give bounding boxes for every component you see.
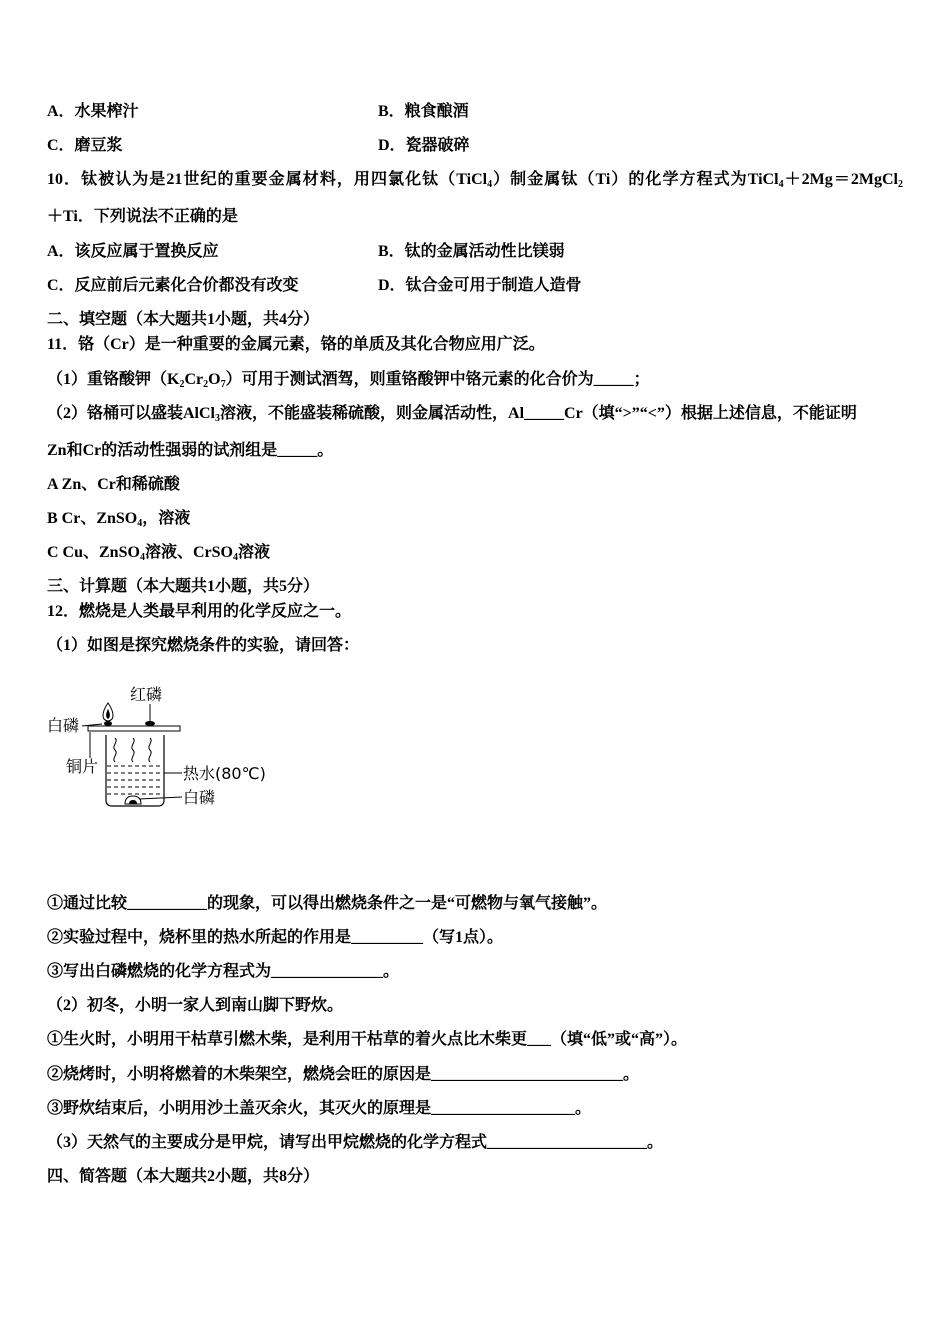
steam-line: [149, 738, 151, 762]
section-heading-fill-in: 二、填空题（本大题共1小题，共4分）: [47, 311, 320, 328]
q11-subscript: 2: [203, 379, 209, 390]
q11-option-b-text: ，溶液: [142, 510, 191, 527]
label-copper-sheet: 铜片: [66, 757, 99, 776]
q11-option-b-text: B Cr、ZnSO: [47, 510, 138, 527]
q11-part1-text: ）可用于测试酒驾，则重铬酸钾中铬元素的化合价为_____；: [225, 371, 650, 388]
q11-part1-text: Cr: [184, 371, 204, 388]
q12-part1-item-3: ③写出白磷燃烧的化学方程式为______________。: [47, 963, 400, 980]
q9-option-a: A．水果榨汁: [47, 103, 139, 120]
label-red-phosphorus: 红磷: [130, 685, 163, 704]
q11-stem: 11．铬（Cr）是一种重要的金属元素，铬的单质及其化合物应用广泛。: [47, 336, 545, 353]
q12-stem: 12．燃烧是人类最早利用的化学反应之一。: [47, 603, 352, 620]
q10-stem-text: 10．钛被认为是21世纪的重要金属材料，用四氯化钛（TiCl: [47, 171, 488, 188]
q10-option-c: C．反应前后元素化合价都没有改变: [47, 277, 299, 294]
q9-option-c: C．磨豆浆: [47, 137, 123, 154]
q12-part1-item-2: ②实验过程中，烧杯里的热水所起的作用是_________（写1点）。: [47, 929, 504, 946]
leader-white-phosphorus-water: [139, 797, 182, 799]
q11-subscript: 4: [232, 552, 238, 563]
q11-option-c-text: 溶液、CrSO: [144, 544, 233, 561]
q11-part2-text: （2）铬桶可以盛装AlCl: [47, 405, 216, 422]
q10-subscript: 2: [897, 179, 903, 190]
q10-subscript: 4: [778, 179, 784, 190]
label-white-phosphorus-top: 白磷: [47, 716, 80, 735]
q11-part2-text: 溶液，不能盛装稀硫酸，则金属活动性，Al_____Cr（填“>”“<”）根据上述信息，不能证明: [220, 405, 857, 422]
white-phosphorus-on-sheet: [104, 721, 112, 726]
q11-part1: [47, 369, 650, 391]
q12-part1-intro: （1）如图是探究燃烧条件的实验，请回答：: [47, 637, 360, 654]
q12-part3: （3）天然气的主要成分是甲烷，请写出甲烷燃烧的化学方程式____________________。: [47, 1134, 664, 1151]
section-heading-short-answer: 四、简答题（本大题共2小题，共8分）: [47, 1168, 320, 1185]
q11-option-c: [47, 542, 270, 564]
section-heading-calculation: 三、计算题（本大题共1小题，共5分）: [47, 578, 320, 595]
label-white-phosphorus-water: 白磷: [183, 788, 216, 807]
q11-subscript: 3: [215, 413, 221, 424]
label-hot-water: 热水(80℃): [183, 764, 266, 783]
q11-option-c-text: C Cu、ZnSO: [47, 544, 140, 561]
q11-option-a: A Zn、Cr和稀硫酸: [47, 476, 180, 493]
q11-subscript: 4: [139, 552, 145, 563]
q12-part2-intro: （2）初冬，小明一家人到南山脚下野炊。: [47, 997, 344, 1014]
q10-stem-line2: ＋Ti．下列说法不正确的是: [47, 208, 238, 225]
copper-sheet: [88, 726, 180, 731]
q11-option-b: [47, 508, 190, 530]
q11-subscript: 7: [220, 379, 226, 390]
q10-option-b: B．钛的金属活动性比镁弱: [378, 243, 565, 260]
steam-line: [114, 738, 116, 762]
q11-option-c-text: 溶液: [237, 544, 270, 561]
q11-part2-line2: Zn和Cr的活动性强弱的试剂组是_____。: [47, 442, 334, 459]
q12-part2-item-1: ①生火时，小明用干枯草引燃木柴，是利用干枯草的着火点比木柴更___（填“低”或“高”）。: [47, 1031, 688, 1048]
q12-part2-item-2: ②烧烤时，小明将燃着的木柴架空，燃烧会旺的原因是________________________。: [47, 1066, 640, 1083]
q11-subscript: 2: [179, 379, 185, 390]
q10-option-a: A．该反应属于置换反应: [47, 243, 219, 260]
q11-part1-text: O: [208, 371, 221, 388]
red-phosphorus-on-sheet: [145, 721, 155, 726]
q12-part2-item-3: ③野炊结束后，小明用沙土盖灭余火，其灭火的原理是__________________。: [47, 1100, 592, 1117]
q11-part2-line1: [47, 403, 857, 425]
q10-stem-text: ）制金属钛（Ti）的化学方程式为TiCl: [492, 171, 779, 188]
q10-option-d: D．钛合金可用于制造人造骨: [378, 277, 582, 294]
q11-part1-text: （1）重铬酸钾（K: [47, 371, 180, 388]
q10-stem-line1: [47, 169, 903, 191]
q9-option-b: B．粮食酿酒: [378, 103, 469, 120]
q9-option-d: D．瓷器破碎: [378, 137, 470, 154]
steam-line: [132, 738, 134, 762]
combustion-experiment-figure: [40, 676, 280, 816]
q11-subscript: 4: [137, 518, 143, 529]
q10-stem-text: ＋2Mg＝2MgCl: [783, 171, 898, 188]
q10-subscript: 4: [487, 179, 493, 190]
q12-part1-item-1: ①通过比较__________的现象，可以得出燃烧条件之一是“可燃物与氧气接触”。: [47, 895, 608, 912]
